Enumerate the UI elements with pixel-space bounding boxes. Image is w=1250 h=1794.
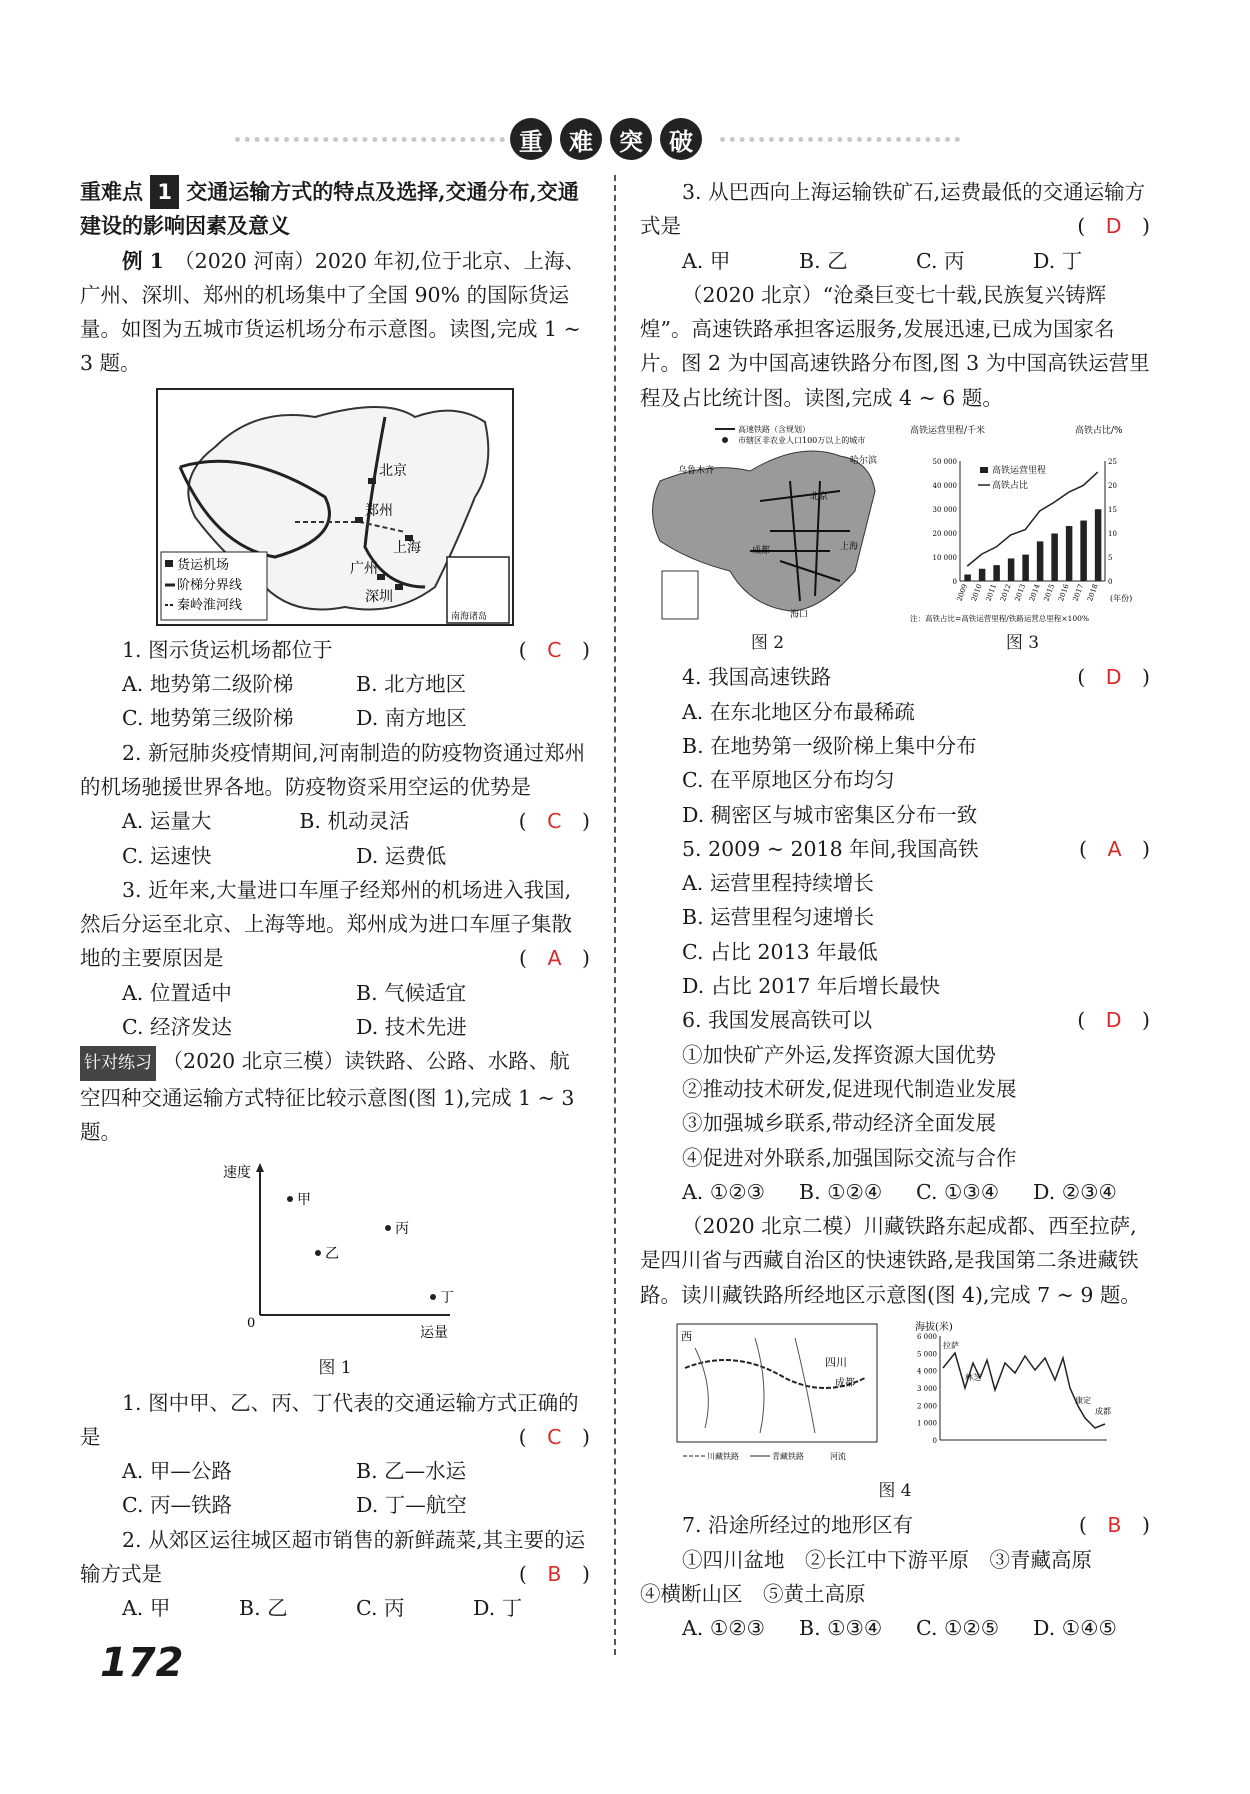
point-label: 丙 xyxy=(395,1221,409,1238)
hsr-intro: （2020 北京）“沧桑巨变七十载,民族复兴铸辉煌”。高速铁路承担客运服务,发展迅速,已成为国家名片。图 2 为中国高速铁路分布图,图 3 为中国高铁运营里程及占比统计图。读图,完成 4 ~ 6 题。 xyxy=(640,282,1150,410)
bar-2013 xyxy=(1022,555,1029,581)
bar-2009 xyxy=(964,575,971,581)
option[interactable]: D. 稠密区与城市密集区分布一致 xyxy=(682,802,978,827)
fig3-ylabel: 高铁运营里程/千米 xyxy=(910,426,986,437)
answer: A xyxy=(547,946,562,971)
practice-label: 针对练习 xyxy=(80,1046,156,1080)
example-intro xyxy=(80,244,590,381)
question-stem: 1. 图中甲、乙、丙、丁代表的交通运输方式正确的是 xyxy=(80,1390,579,1449)
header-char: 重 xyxy=(510,118,552,160)
point-label: 乙 xyxy=(325,1246,339,1263)
y-tick-label: 40 000 xyxy=(932,482,957,491)
question xyxy=(80,1386,590,1455)
question xyxy=(80,1523,590,1592)
option[interactable]: A. ①②③ xyxy=(682,1616,765,1641)
figure-2-caption: 图 2 xyxy=(750,633,785,654)
header-char: 突 xyxy=(610,118,652,160)
fig3-ylabel-right: 高铁占比/% xyxy=(1075,426,1123,437)
option[interactable]: A. 甲—公路 xyxy=(122,1459,232,1484)
fig4-legend2: 青藏铁路 xyxy=(772,1452,804,1462)
figures-2-3 xyxy=(640,421,1150,626)
question xyxy=(80,873,590,976)
answer-box: ( D ) xyxy=(1077,1008,1150,1033)
option[interactable]: A. 在东北地区分布最稀疏 xyxy=(682,699,915,724)
page-number: 172 xyxy=(100,1640,184,1686)
map-label-west: 西 xyxy=(681,1330,692,1344)
answer: D xyxy=(1105,1008,1122,1033)
option[interactable]: C. 丙 xyxy=(916,248,965,273)
option[interactable]: C. ①②⑤ xyxy=(916,1616,1000,1641)
header-title xyxy=(510,118,702,160)
answer-box: ( C ) xyxy=(518,1424,590,1449)
x-tick-label: 2017 xyxy=(1071,583,1086,603)
answer: A xyxy=(1107,836,1122,861)
question-stem: 6. 我国发展高铁可以 xyxy=(682,1008,873,1033)
city-label: 海口 xyxy=(790,610,809,621)
statement-item: ④横断山区 ⑤黄土高原 xyxy=(640,1581,866,1606)
practice-text: （2020 北京三模）读铁路、公路、水路、航空四种交通运输方式特征比较示意图(图 1),完成 1 ~ 3 题。 xyxy=(80,1049,575,1144)
section-label: 重难点 xyxy=(80,179,143,204)
elevation-tick: 2 000 xyxy=(916,1402,937,1411)
option[interactable]: D. 丁 xyxy=(1033,248,1083,273)
question xyxy=(640,660,1150,694)
point-yi xyxy=(315,1250,321,1256)
question-stem: 7. 沿途所经过的地形区有 xyxy=(682,1513,914,1538)
right-column xyxy=(640,175,1150,1646)
y-right-tick-label: 25 xyxy=(1108,458,1117,467)
map-label-chengdu: 成都 xyxy=(835,1378,855,1390)
bar-2017 xyxy=(1080,521,1087,581)
option[interactable]: B. 北方地区 xyxy=(356,672,467,697)
fig4-mid2: 康定 xyxy=(1075,1396,1091,1406)
map-label-shanghai: 上海 xyxy=(393,539,421,556)
option[interactable]: B. ①③④ xyxy=(799,1616,883,1641)
statement-item: ①加快矿产外运,发挥资源大国优势 xyxy=(682,1042,997,1067)
option[interactable]: D. ②③④ xyxy=(1033,1179,1117,1204)
y-tick-label: 0 xyxy=(952,578,957,587)
option[interactable]: B. 气候适宜 xyxy=(356,980,467,1005)
fig1-ylabel: 速度 xyxy=(223,1165,251,1182)
answer: B xyxy=(547,1562,562,1587)
column-divider xyxy=(614,175,616,1655)
option[interactable]: C. 在平原地区分布均匀 xyxy=(682,768,895,793)
section-title-text: 交通运输方式的特点及选择,交通分布,交通建设的影响因素及意义 xyxy=(80,179,579,239)
x-tick-label: 2018 xyxy=(1086,583,1100,603)
option[interactable]: B. ①②④ xyxy=(799,1179,883,1204)
option[interactable]: C. 地势第三级阶梯 xyxy=(122,706,294,731)
x-tick-label: 2012 xyxy=(999,583,1013,603)
option[interactable]: D. 丁—航空 xyxy=(356,1493,467,1518)
y-right-tick-label: 5 xyxy=(1108,554,1113,563)
header-char: 难 xyxy=(560,118,602,160)
y-tick-label: 30 000 xyxy=(932,506,957,515)
header-dots-right xyxy=(720,137,960,146)
map-label-shenzhen: 深圳 xyxy=(365,588,393,605)
option[interactable]: D. 南方地区 xyxy=(356,706,467,731)
fig4-mid: 林芝 xyxy=(965,1373,981,1383)
airport-map xyxy=(155,387,515,627)
y-tick-label: 10 000 xyxy=(932,554,957,563)
answer-box: ( B ) xyxy=(518,1562,590,1587)
question-stem: 3. 从巴西向上海运输铁矿石,运费最低的交通运输方式是 xyxy=(640,180,1146,239)
statement-item: ③加强城乡联系,带动经济全面发展 xyxy=(682,1111,997,1136)
option[interactable]: B. 乙 xyxy=(799,248,848,273)
y-right-tick-label: 10 xyxy=(1108,530,1117,539)
question xyxy=(640,1508,1150,1542)
map-label-sichuan: 四川 xyxy=(825,1356,847,1370)
option[interactable]: A. 运量大 xyxy=(122,809,212,834)
options-row xyxy=(80,976,590,1010)
fig1-origin: 0 xyxy=(247,1316,256,1332)
option[interactable]: A. 运营里程持续增长 xyxy=(682,871,874,896)
legend-step: 阶梯分界线 xyxy=(177,577,243,593)
point-label: 丁 xyxy=(440,1290,454,1307)
option[interactable]: D. 技术先进 xyxy=(356,1015,467,1040)
x-tick-label: 2010 xyxy=(970,583,984,603)
x-tick-label: 2013 xyxy=(1013,583,1028,603)
option[interactable]: B. 乙—水运 xyxy=(356,1459,467,1484)
option[interactable]: A. ①②③ xyxy=(682,1179,765,1204)
elevation-tick: 1 000 xyxy=(916,1419,937,1428)
bar-2018 xyxy=(1095,509,1102,581)
city-label: 北京 xyxy=(810,492,829,503)
answer-box: ( C ) xyxy=(518,637,590,662)
tibet-intro: （2020 北京二模）川藏铁路东起成都、西至拉萨,是四川省与西藏自治区的快速铁路,是我国第二条进藏铁路。读川藏铁路所经地区示意图(图 4),完成 7 ~ 9 题。 xyxy=(640,1214,1141,1307)
y-tick-label: 50 000 xyxy=(932,458,957,467)
bar-2016 xyxy=(1066,526,1073,581)
question-stem: 2. 从郊区运往城区超市销售的新鲜蔬菜,其主要的运输方式是 xyxy=(80,1527,586,1587)
question-stem: 5. 2009 ~ 2018 年间,我国高铁 xyxy=(682,836,979,861)
example-text: （2020 河南）2020 年初,位于北京、上海、广州、深圳、郑州的机场集中了全国 90% 的国际货运量。如图为五城市货运机场分布示意图。读图,完成 1 ~ 3 题。 xyxy=(80,248,586,376)
option[interactable]: C. 运速快 xyxy=(122,843,212,868)
question xyxy=(640,175,1150,244)
hsr-map xyxy=(640,421,895,626)
fig2-legend2: 市辖区非农业人口100万以上的城市 xyxy=(738,436,866,446)
bar-2012 xyxy=(1008,559,1015,582)
answer-box: ( C ) xyxy=(518,809,590,834)
option[interactable]: B. 运营里程匀速增长 xyxy=(682,905,875,930)
elevation-tick: 0 xyxy=(932,1437,937,1446)
fig4-ylabel: 海拔(米) xyxy=(915,1322,953,1334)
city-label: 哈尔滨 xyxy=(850,456,878,467)
option[interactable]: A. 甲 xyxy=(682,248,731,273)
statement-item: ②推动技术研发,促进现代制造业发展 xyxy=(682,1076,1017,1101)
x-tick-label: 2009 xyxy=(955,583,970,603)
fig3-xlabel: (年份) xyxy=(1110,594,1133,604)
options-row xyxy=(80,1010,590,1044)
option[interactable]: A. 地势第二级阶梯 xyxy=(122,672,294,697)
options-row xyxy=(640,244,1150,278)
question-stem: 2. 新冠肺炎疫情期间,河南制造的防疫物资通过郑州的机场驰援世界各地。防疫物资采用空运的优势是 xyxy=(80,740,586,799)
option[interactable]: C. 丙—铁路 xyxy=(122,1493,232,1518)
option[interactable]: D. ①④⑤ xyxy=(1033,1616,1117,1641)
options-row xyxy=(80,701,590,735)
figure-captions xyxy=(640,626,1150,660)
figure-3-caption: 图 3 xyxy=(1005,633,1040,654)
answer-box: ( B ) xyxy=(1078,1513,1150,1538)
ratio-line xyxy=(967,472,1098,566)
options-row xyxy=(80,804,477,838)
question-stem: 4. 我国高速铁路 xyxy=(682,665,832,690)
map-label-zhengzhou: 郑州 xyxy=(365,502,393,519)
option[interactable]: B. 乙 xyxy=(239,1596,288,1621)
practice-intro xyxy=(80,1044,590,1149)
answer-box: ( D ) xyxy=(1077,665,1150,690)
fig2-legend1: 高速铁路（含规划） xyxy=(738,425,810,435)
fig1-xlabel: 运量 xyxy=(420,1325,448,1342)
answer: D xyxy=(1105,214,1122,239)
y-right-tick-label: 20 xyxy=(1108,482,1117,491)
answer: C xyxy=(547,1424,562,1449)
y-tick-label: 20 000 xyxy=(932,530,957,539)
options-row xyxy=(640,1611,1150,1645)
header-dots-left xyxy=(235,137,505,146)
y-right-tick-label: 0 xyxy=(1108,578,1113,587)
x-tick-label: 2016 xyxy=(1057,583,1071,603)
map-label-guangzhou: 广州 xyxy=(350,560,378,577)
question xyxy=(640,832,1150,866)
option[interactable]: A. 甲 xyxy=(122,1596,171,1621)
section-header xyxy=(0,110,1250,170)
option[interactable]: D. 占比 2017 年后增长最快 xyxy=(682,974,940,999)
figure-1-caption: 图 1 xyxy=(318,1358,352,1379)
point-bing xyxy=(385,1225,391,1231)
options-row xyxy=(80,1454,590,1488)
x-tick-label: 2014 xyxy=(1028,583,1042,603)
figure-4-caption: 图 4 xyxy=(878,1481,912,1502)
question-stem: 3. 近年来,大量进口车厘子经郑州的机场进入我国,然后分运至北京、上海等地。郑州成为进口车厘子集散地的主要原因是 xyxy=(80,877,572,971)
fig3-legend-bar: 高铁运营里程 xyxy=(992,466,1047,477)
elevation-profile xyxy=(943,1353,1105,1428)
option[interactable]: C. 丙 xyxy=(356,1596,405,1621)
answer: B xyxy=(1107,1513,1122,1538)
city-label: 成都 xyxy=(752,546,771,557)
x-tick-label: 2015 xyxy=(1042,583,1057,603)
answer: D xyxy=(1105,665,1122,690)
elevation-tick: 3 000 xyxy=(916,1385,937,1394)
question xyxy=(640,1003,1150,1037)
statement-item: ④促进对外联系,加强国际交流与合作 xyxy=(682,1145,1017,1170)
y-right-tick-label: 15 xyxy=(1108,506,1117,515)
answer: C xyxy=(547,637,562,662)
option[interactable]: C. ①③④ xyxy=(916,1179,1000,1204)
bar-2014 xyxy=(1037,541,1044,581)
option[interactable]: C. 经济发达 xyxy=(122,1015,232,1040)
bar-2015 xyxy=(1051,534,1058,582)
fig3-legend-line: 高铁占比 xyxy=(992,481,1029,492)
city-label: 上海 xyxy=(840,542,859,553)
section-number: 1 xyxy=(150,175,179,209)
elevation-tick: 5 000 xyxy=(916,1350,937,1359)
option[interactable]: D. 运费低 xyxy=(356,843,447,868)
elevation-tick: 4 000 xyxy=(916,1367,937,1376)
bar-2011 xyxy=(993,565,1000,581)
question xyxy=(80,633,590,667)
option[interactable]: C. 占比 2013 年最低 xyxy=(682,939,878,964)
elevation-tick: 6 000 xyxy=(916,1333,937,1342)
example-label: 例 1 xyxy=(122,248,164,273)
answer-box: ( A ) xyxy=(1078,836,1150,861)
legend-airport: 货运机场 xyxy=(177,557,230,573)
header-char: 破 xyxy=(660,118,702,160)
fig4-legend1: 川藏铁路 xyxy=(707,1452,739,1462)
statement-item: ①四川盆地 ②长江中下游平原 ③青藏高原 xyxy=(682,1547,1092,1572)
fig4-legend3: 河流 xyxy=(830,1452,846,1462)
answer-box: ( D ) xyxy=(1077,214,1150,239)
section-title xyxy=(80,175,590,244)
left-column xyxy=(80,175,590,1626)
legend-qinling: 秦岭淮河线 xyxy=(177,597,243,613)
fig4-end: 成都 xyxy=(1095,1407,1111,1417)
x-tick-label: 2011 xyxy=(984,583,999,603)
option[interactable]: B. 机动灵活 xyxy=(299,809,410,834)
tibet-railway-figure xyxy=(675,1318,1115,1468)
figure-1-chart xyxy=(205,1155,465,1345)
answer-box: ( A ) xyxy=(518,946,590,971)
option[interactable]: B. 在地势第一级阶梯上集中分布 xyxy=(682,733,977,758)
options-row xyxy=(80,1488,590,1522)
answer: C xyxy=(547,809,562,834)
bar-2010 xyxy=(979,569,986,581)
point-label: 甲 xyxy=(297,1192,311,1209)
option[interactable]: A. 位置适中 xyxy=(122,980,232,1005)
map-label-nanhai: 南海诸岛 xyxy=(451,611,488,622)
fig4-start: 拉萨 xyxy=(943,1341,959,1351)
fig3-note: 注：高铁占比=高铁运营里程/铁路运营总里程×100% xyxy=(910,614,1090,624)
point-jia xyxy=(287,1196,293,1202)
option[interactable]: D. 丁 xyxy=(473,1596,523,1621)
options-row xyxy=(80,839,590,873)
question-stem: 1. 图示货运机场都位于 xyxy=(122,637,333,662)
options-row xyxy=(640,1175,1150,1209)
map-label-beijing: 北京 xyxy=(379,462,407,479)
city-label: 乌鲁木齐 xyxy=(678,466,715,477)
point-ding xyxy=(430,1294,436,1300)
hsr-chart xyxy=(910,421,1150,626)
options-row xyxy=(80,667,590,701)
options-row xyxy=(80,1591,590,1625)
